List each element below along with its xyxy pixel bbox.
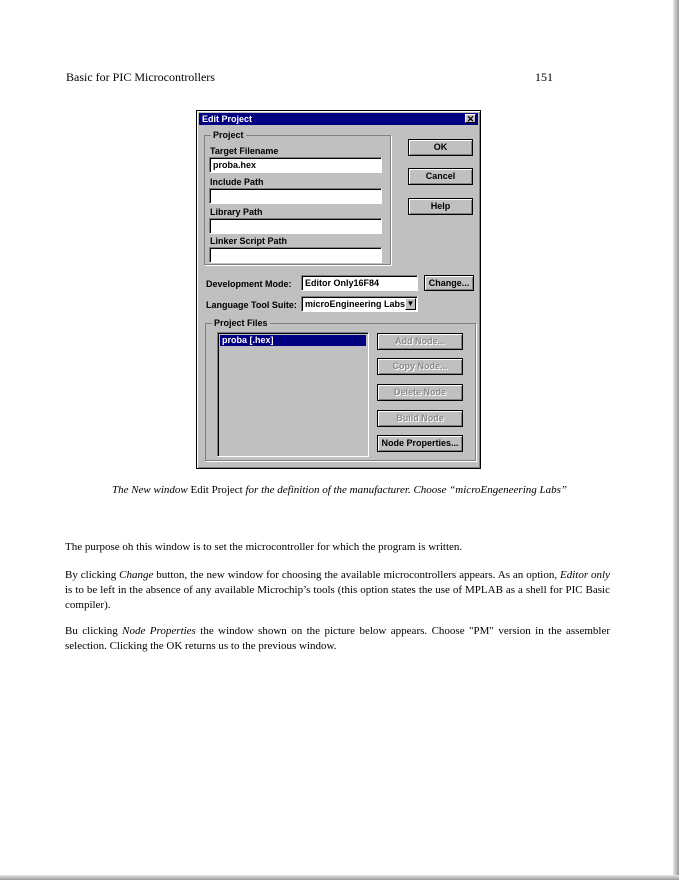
p2-text-a: By clicking xyxy=(65,569,120,581)
p3-text-a: Bu clicking xyxy=(65,625,123,637)
project-files-group-label: Project Files xyxy=(214,318,268,328)
page-edge-bottom xyxy=(0,875,679,880)
target-filename-label: Target Filename xyxy=(210,146,279,156)
language-tool-suite-select[interactable] xyxy=(301,296,418,312)
library-path-label: Library Path xyxy=(210,207,263,217)
dialog-titlebar xyxy=(199,113,478,125)
include-path-label: Include Path xyxy=(210,177,264,187)
library-path-field[interactable] xyxy=(209,218,382,234)
ok-button[interactable]: OK xyxy=(408,139,473,156)
linker-script-path-label: Linker Script Path xyxy=(210,236,288,246)
development-mode-label: Development Mode: xyxy=(206,279,292,289)
paragraph-2 xyxy=(65,568,610,613)
page-number: 151 xyxy=(535,70,553,84)
project-group-label: Project xyxy=(213,130,244,140)
change-button[interactable]: Change... xyxy=(424,275,474,291)
p3-node-properties-term: Node Properties xyxy=(122,625,196,637)
p2-text-c: button, the new window for choosing the available microcontrollers appears. As an option, xyxy=(153,569,560,581)
caption-part-3: for the definition of the manufacturer. Choose “microEngeneering Labs” xyxy=(242,484,568,496)
copy-node-button[interactable]: Copy Node... xyxy=(377,358,463,375)
language-tool-suite-label: Language Tool Suite: xyxy=(206,300,297,310)
add-node-button[interactable]: Add Node... xyxy=(377,333,463,350)
p2-text-e: is to be left in the absence of any available Microchip’s tools (this option states the use of MPLAB as a shell for PIC Basic compiler). xyxy=(65,584,610,611)
target-filename-field[interactable]: proba.hex xyxy=(209,157,382,173)
language-tool-suite-value: microEngineering Labs xyxy=(305,299,406,309)
chevron-down-icon[interactable]: ▼ xyxy=(406,299,415,308)
p2-change-term: Change xyxy=(119,569,154,581)
caption-part-1: The New window xyxy=(111,484,191,496)
paragraph-3 xyxy=(65,624,610,654)
list-item[interactable]: proba [.hex] xyxy=(220,335,366,346)
close-icon[interactable]: ✕ xyxy=(466,114,475,124)
help-button[interactable]: Help xyxy=(408,198,473,215)
delete-node-button[interactable]: Delete Node xyxy=(377,384,463,401)
figure-caption xyxy=(0,484,679,496)
p3-text-c: the window shown on the picture below appears. Choose "PM" version in the assembler selection. Clicking the OK returns us to the previous window. xyxy=(65,625,610,652)
project-files-list[interactable] xyxy=(217,332,369,457)
cancel-button[interactable]: Cancel xyxy=(408,168,473,185)
node-properties-button[interactable]: Node Properties... xyxy=(377,435,463,452)
dialog-title: Edit Project xyxy=(202,114,253,124)
linker-script-path-field[interactable] xyxy=(209,247,382,263)
page-edge-right xyxy=(673,0,679,880)
running-header: Basic for PIC Microcontrollers xyxy=(66,70,215,84)
paragraph-1: The purpose oh this window is to set the microcontroller for which the program is written. xyxy=(65,541,463,553)
p2-editor-only-term: Editor only xyxy=(560,569,610,581)
caption-part-2: Edit Project xyxy=(190,484,243,496)
development-mode-field: Editor Only16F84 xyxy=(301,275,418,291)
include-path-field[interactable] xyxy=(209,188,382,204)
build-node-button[interactable]: Build Node xyxy=(377,410,463,427)
